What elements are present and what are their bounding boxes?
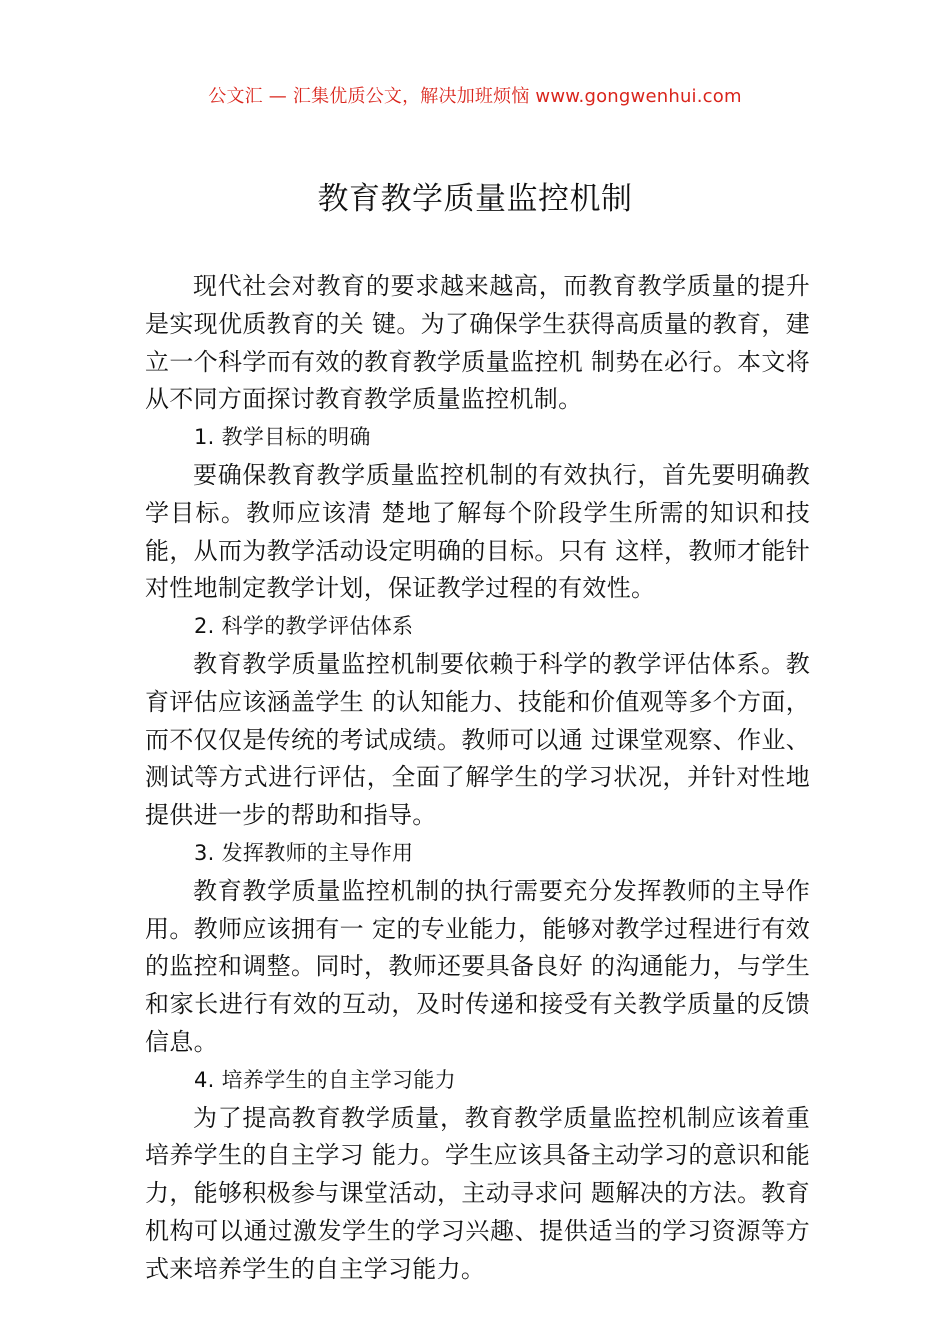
section-heading-1: 1. 教学目标的明确 [194,425,371,450]
site-header-banner: 公文汇 — 汇集优质公文，解决加班烦恼 www.gongwenhui.com [208,86,742,107]
section-body-4: 为了提高教育教学质量，教育教学质量监控机制应该着重培养学生的自主学习 能力。学生应该具备主动学习的意识和能力，能够积极参与课堂活动，主动寻求问 题解决的方法。教育机构可以通过激发学生的学习兴趣、提供适当的学习资源等方 式来培养学生的自主学习能力。 [145,1103,810,1283]
document-title: 教育教学质量监控机制 [317,181,633,217]
section-body-3: 教育教学质量监控机制的执行需要充分发挥教师的主导作用。教师应该拥有一 定的专业能力，能够对教学过程进行有效的监控和调整。同时，教师还要具备良好 的沟通能力，与学生和家长进行有效的互动，及时传递和接受有关教学质量的反馈 信息。 [145,876,810,1056]
section-heading-2: 2. 科学的教学评估体系 [194,614,414,639]
section-heading-4: 4. 培养学生的自主学习能力 [194,1067,456,1092]
document-body [145,268,810,1289]
intro-paragraph: 现代社会对教育的要求越来越高，而教育教学质量的提升是实现优质教育的关 键。为了确保学生获得高质量的教育，建立一个科学而有效的教育教学质量监控机 制势在必行。本文将从不同方面探讨教育教学质量监控机制。 [145,272,810,414]
section-body-1: 要确保教育教学质量监控机制的有效执行，首先要明确教学目标。教师应该清 楚地了解每个阶段学生所需的知识和技能，从而为教学活动设定明确的目标。只有 这样，教师才能针对性地制定教学计划，保证教学过程的有效性。 [145,460,810,603]
section-body-2: 教育教学质量监控机制要依赖于科学的教学评估体系。教育评估应该涵盖学生 的认知能力、技能和价值观等多个方面，而不仅仅是传统的考试成绩。教师可以通 过课堂观察、作业、测试等方式进行评估，全面了解学生的学习状况，并针对性地 提供进一步的帮助和指导。 [145,649,810,830]
section-heading-3: 3. 发挥教师的主导作用 [194,840,414,865]
